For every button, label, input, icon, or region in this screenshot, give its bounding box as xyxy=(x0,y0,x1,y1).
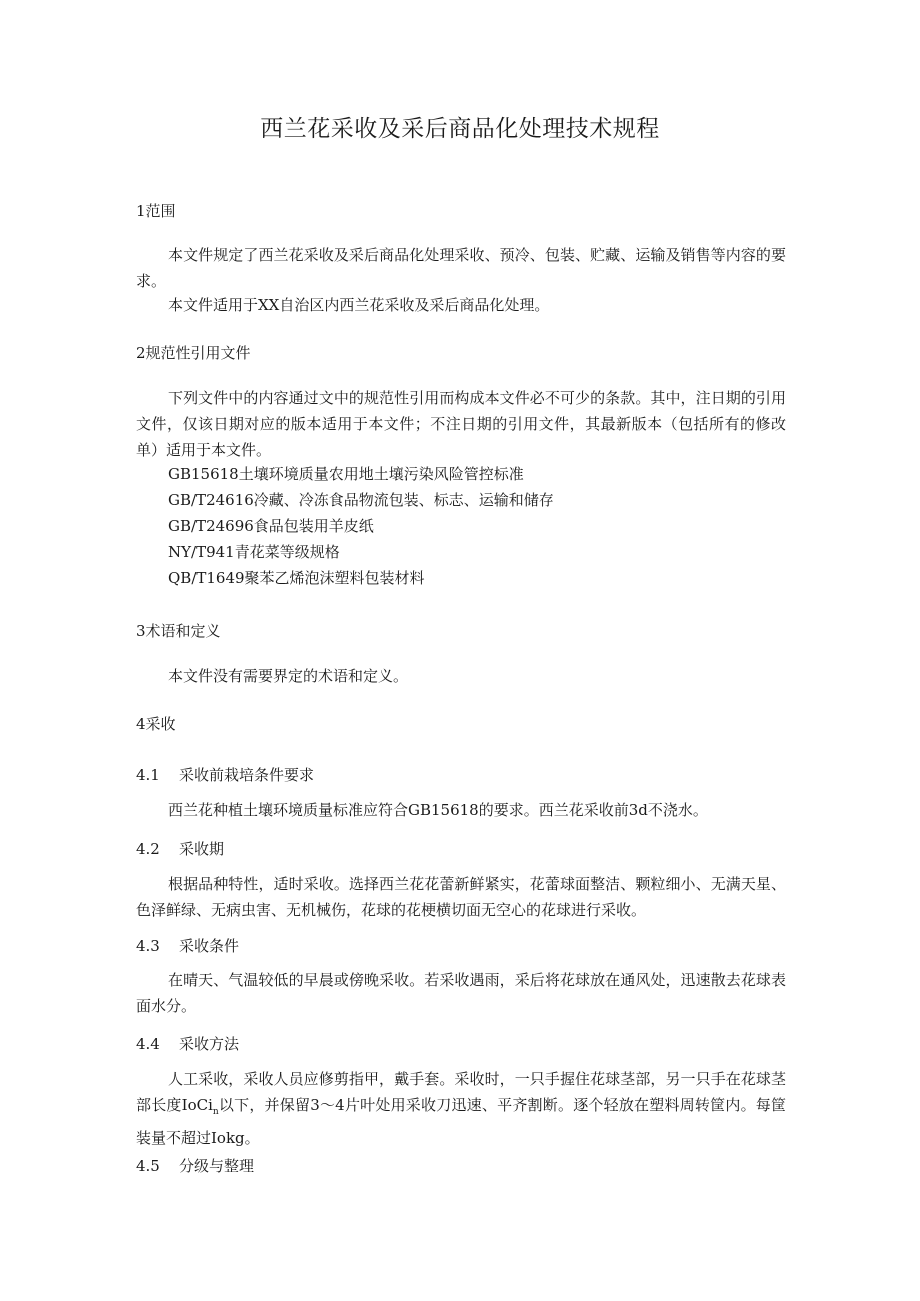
section-2-paragraph-1: 下列文件中的内容通过文中的规范性引用而构成本文件必不可少的条款。其中，注日期的引用文件，仅该日期对应的版本适用于本文件；不注日期的引用文件，其最新版本（包括所有的修改单）适用于本文件。 xyxy=(136,389,786,459)
subsection-number: 4.5 xyxy=(136,1157,160,1175)
subsection-4-3-text: 在晴天、气温较低的早晨或傍晚采收。若采收遇雨，采后将花球放在通风处，迅速散去花球表面水分。 xyxy=(136,971,786,1015)
section-3-heading: 3术语和定义 xyxy=(136,622,221,640)
subsection-4-4-heading xyxy=(136,1033,239,1054)
subsection-title: 采收期 xyxy=(179,840,225,858)
document-title: 西兰花采收及采后商品化处理技术规程 xyxy=(260,116,660,142)
subsection-4-2-text: 根据品种特性，适时采收。选择西兰花花蕾新鲜紧实，花蕾球面整洁、颗粒细小、无满天星、色泽鲜绿、无病虫害、无机械伤，花球的花梗横切面无空心的花球进行采收。 xyxy=(136,875,786,919)
subsection-title: 采收前栽培条件要求 xyxy=(179,766,315,784)
subsection-4-4-text xyxy=(136,1066,786,1151)
reference-item: NY/T941青花菜等级规格 xyxy=(168,543,340,561)
section-2-heading: 2规范性引用文件 xyxy=(136,344,251,362)
subsection-number: 4.3 xyxy=(136,937,160,955)
subsection-title: 分级与整理 xyxy=(179,1157,255,1175)
subsection-4-2-heading xyxy=(136,838,224,859)
reference-item: GB15618土壤环境质量农用地土壤污染风险管控标准 xyxy=(168,465,524,483)
reference-item: QB/T1649聚苯乙烯泡沫塑料包装材料 xyxy=(168,569,425,587)
text-subscript: n xyxy=(212,1107,219,1117)
reference-item: GB/T24696食品包装用羊皮纸 xyxy=(168,517,374,535)
subsection-title: 采收条件 xyxy=(179,937,240,955)
subsection-4-1-heading xyxy=(136,764,314,785)
text-part: 人工采收，采收人员应修剪指甲，戴手套。采收时，一只手握住花球茎部，另一只手在花球茎部长度IoCi xyxy=(136,1070,786,1114)
subsection-number: 4.2 xyxy=(136,840,160,858)
subsection-4-1-text: 西兰花种植土壤环境质量标准应符合GB15618的要求。西兰花采收前3d不浇水。 xyxy=(168,801,708,819)
subsection-4-5-heading xyxy=(136,1155,254,1176)
section-3-paragraph-1: 本文件没有需要界定的术语和定义。 xyxy=(168,667,409,685)
reference-item: GB/T24616冷藏、冷冻食品物流包装、标志、运输和储存 xyxy=(168,491,554,509)
section-1-heading: 1范围 xyxy=(136,202,176,220)
subsection-4-3-heading xyxy=(136,935,239,956)
subsection-title: 采收方法 xyxy=(179,1035,240,1053)
section-4-heading: 4采收 xyxy=(136,715,176,733)
section-1-paragraph-2: 本文件适用于XX自治区内西兰花采收及采后商品化处理。 xyxy=(168,296,550,314)
text-part: 以下，并保留3～4片叶处用采收刀迅速、平齐割断。逐个轻放在塑料周转筐内。每筐装量不超过Iokg。 xyxy=(136,1096,787,1147)
subsection-number: 4.1 xyxy=(136,766,160,784)
section-1-paragraph-1: 本文件规定了西兰花采收及采后商品化处理采收、预冷、包装、贮藏、运输及销售等内容的要求。 xyxy=(136,246,786,290)
subsection-number: 4.4 xyxy=(136,1035,160,1053)
